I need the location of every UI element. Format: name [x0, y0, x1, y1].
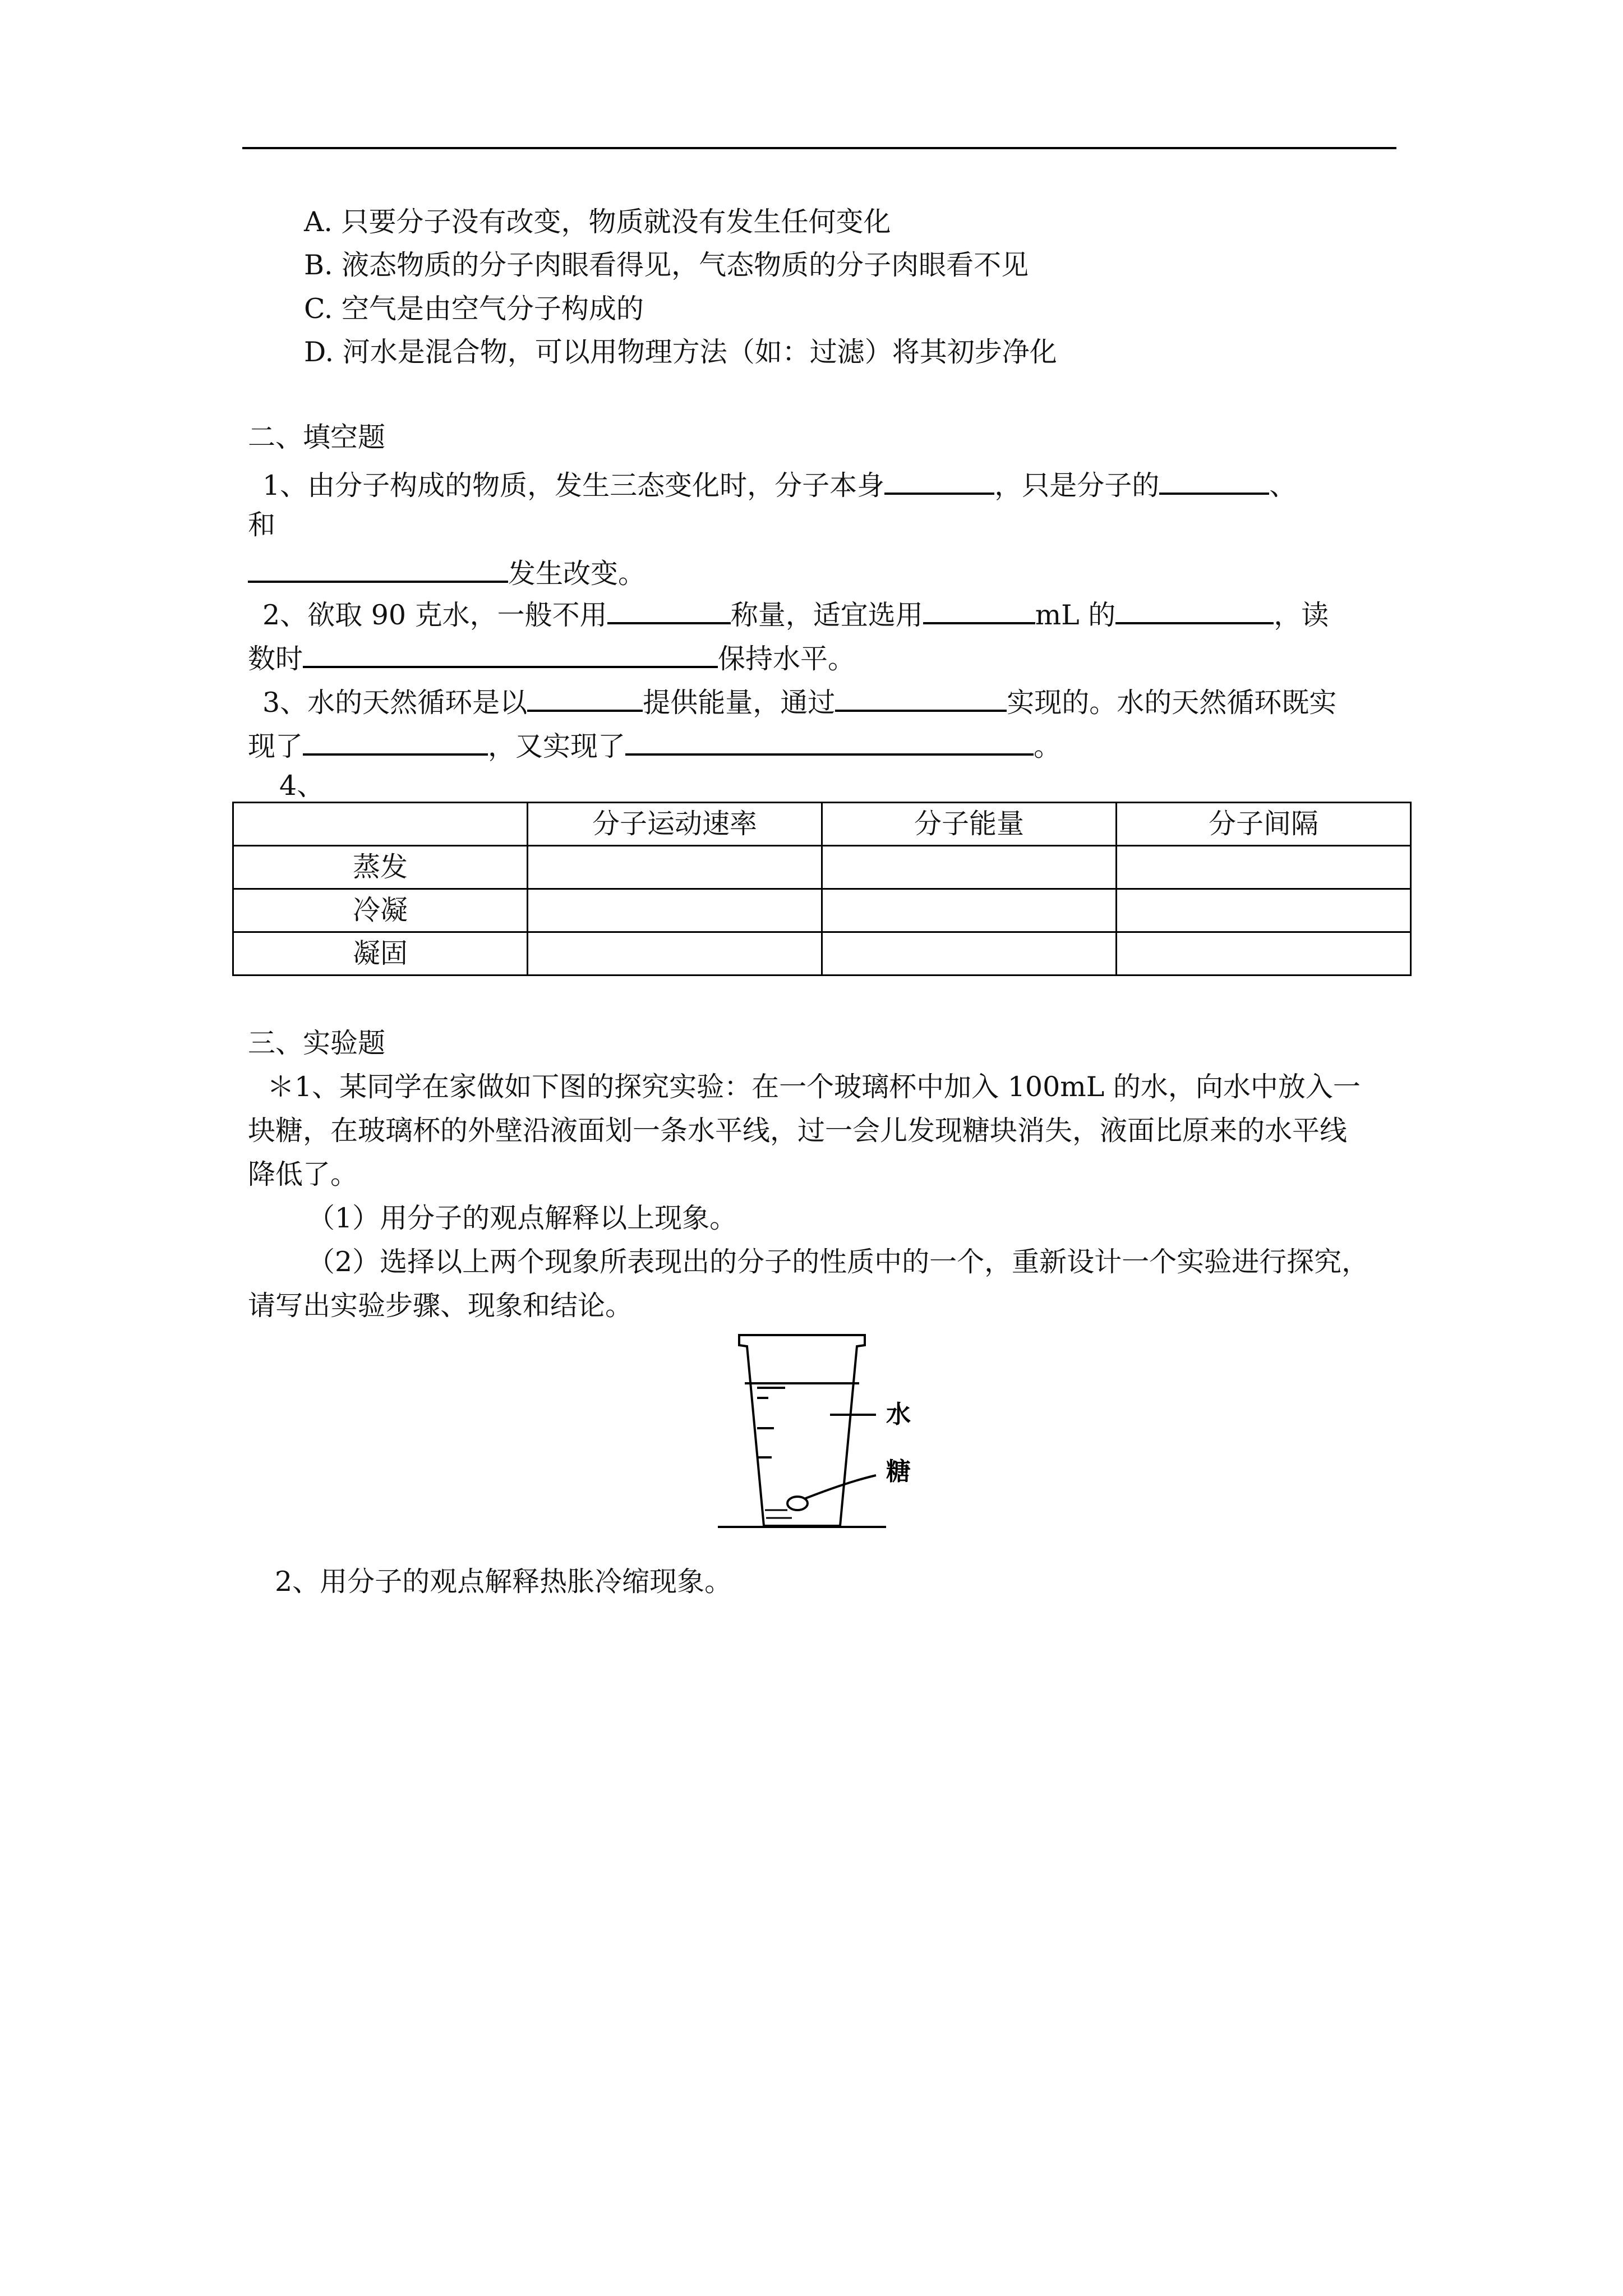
table-header-row — [233, 803, 1411, 846]
table-row — [233, 932, 1411, 976]
q2-text-2: 称量，适宜选用 — [730, 599, 923, 631]
q2-text-1: 2、欲取 90 克水，一般不用 — [262, 599, 607, 631]
glass-diagram — [718, 1329, 965, 1543]
question-1-cont — [248, 553, 645, 591]
molecule-table — [232, 802, 1412, 976]
table-header-cell: 分子能量 — [822, 803, 1117, 846]
section3-title: 三、实验题 — [248, 1027, 386, 1059]
q3-text-3: 实现的。水的天然循环既实 — [1007, 687, 1337, 719]
q2-text-6: 保持水平。 — [718, 643, 856, 675]
q1-text-4: 和 — [248, 509, 276, 541]
q3-text-2: 提供能量，通过 — [643, 687, 836, 719]
question-2-cont — [248, 638, 855, 676]
row-label: 冷凝 — [233, 889, 528, 932]
question-1 — [262, 464, 1297, 503]
table-cell[interactable] — [528, 932, 822, 976]
question-4-label: 4、 — [279, 770, 325, 802]
q3-text-5: ，又实现了 — [488, 730, 626, 762]
table-header-cell: 分子运动速率 — [528, 803, 822, 846]
q3-text-6: 。 — [1034, 730, 1062, 762]
q3-blank-3[interactable] — [303, 725, 488, 756]
q1-text-1: 1、由分子构成的物质，发生三态变化时，分子本身 — [262, 470, 885, 501]
table-row — [233, 846, 1411, 889]
table-cell[interactable] — [822, 889, 1117, 932]
q3-blank-1[interactable] — [527, 682, 643, 712]
sugar-label: 糖 — [886, 1458, 911, 1485]
table-cell[interactable] — [1117, 932, 1411, 976]
option-c: C. 空气是由空气分子构成的 — [304, 293, 644, 325]
header-rule — [242, 147, 1396, 149]
question-3-cont — [248, 725, 1061, 763]
s3-q1-line-1: ＊1、某同学在家做如下图的探究实验：在一个玻璃杯中加入 100mL 的水，向水中放入一 — [267, 1071, 1361, 1103]
water-label: 水 — [886, 1401, 911, 1428]
table-cell[interactable] — [528, 846, 822, 889]
table-header-cell — [233, 803, 528, 846]
table-cell[interactable] — [1117, 846, 1411, 889]
table-cell[interactable] — [822, 846, 1117, 889]
q2-text-3: mL 的 — [1035, 599, 1116, 631]
q2-blank-1[interactable] — [607, 594, 731, 624]
row-label: 蒸发 — [233, 846, 528, 889]
s3-q1-line-3: 降低了。 — [248, 1158, 358, 1190]
q2-blank-3[interactable] — [1115, 594, 1274, 624]
table-header-cell: 分子间隔 — [1117, 803, 1411, 846]
question-3 — [262, 682, 1336, 720]
s3-sub2-line-2: 请写出实验步骤、现象和结论。 — [248, 1290, 633, 1322]
option-b: B. 液态物质的分子肉眼看得见，气态物质的分子肉眼看不见 — [304, 249, 1029, 281]
option-a: A. 只要分子没有改变，物质就没有发生任何变化 — [304, 206, 891, 238]
s3-sub2-line-1: （2）选择以上两个现象所表现出的分子的性质中的一个，重新设计一个实验进行探究， — [307, 1246, 1370, 1278]
s3-q1-line-2: 块糖，在玻璃杯的外壁沿液面划一条水平线，过一会儿发现糖块消失，液面比原来的水平线 — [248, 1115, 1348, 1147]
q1-blank-2[interactable] — [1159, 464, 1269, 495]
q1-text-3: 、 — [1269, 470, 1297, 501]
s3-q2: 2、用分子的观点解释热胀冷缩现象。 — [275, 1566, 732, 1598]
q3-text-4: 现了 — [248, 730, 303, 762]
question-2 — [262, 594, 1329, 632]
table-cell[interactable] — [1117, 889, 1411, 932]
q3-blank-2[interactable] — [835, 682, 1007, 712]
q1-text-2: ，只是分子的 — [994, 470, 1160, 501]
section2-title: 二、填空题 — [248, 421, 386, 453]
table-cell[interactable] — [528, 889, 822, 932]
q2-blank-2[interactable] — [923, 594, 1035, 624]
row-label: 凝固 — [233, 932, 528, 976]
s3-sub1: （1）用分子的观点解释以上现象。 — [307, 1202, 737, 1234]
q1-blank-1[interactable] — [884, 464, 994, 495]
option-d: D. 河水是混合物，可以用物理方法（如：过滤）将其初步净化 — [304, 336, 1057, 368]
table-cell[interactable] — [822, 932, 1117, 976]
q2-blank-4[interactable] — [303, 638, 718, 668]
table-row — [233, 889, 1411, 932]
q1-text-5: 发生改变。 — [508, 558, 646, 590]
q2-text-4: ，读 — [1274, 599, 1329, 631]
q2-text-5: 数时 — [248, 643, 303, 675]
q1-blank-3[interactable] — [248, 553, 508, 583]
q3-blank-4[interactable] — [625, 725, 1034, 756]
sugar-pointer — [804, 1475, 876, 1499]
q3-text-1: 3、水的天然循环是以 — [262, 687, 528, 719]
